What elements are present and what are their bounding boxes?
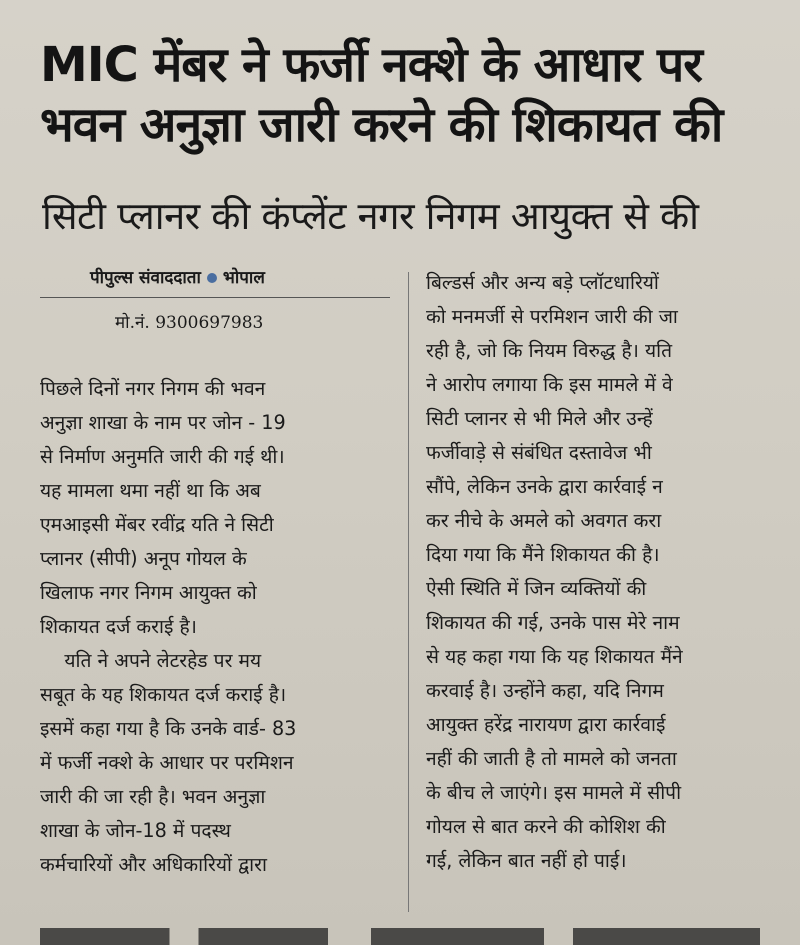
article-line: आयुक्त हरेंद्र नारायण द्वारा कार्रवाई [426,713,666,736]
headline-line-2: भवन अनुज्ञा जारी करने की शिकायत की [40,97,723,153]
article-line: जारी की जा रही है। भवन अनुज्ञा [40,785,266,808]
article-line: पिछले दिनों नगर निगम की भवन [40,377,266,400]
article-line: कर नीचे के अमले को अवगत करा [426,509,662,532]
article-line: खिलाफ नगर निगम आयुक्त को [40,581,257,604]
article-line: से निर्माण अनुमति जारी की गई थी। [40,445,285,468]
headline [40,35,790,155]
article-line: नहीं की जाती है तो मामले को जनता [426,747,677,770]
article-line: प्लानर (सीपी) अनूप गोयल के [40,547,247,570]
article-line: गोयल से बात करने की कोशिश की [426,815,666,838]
article-line: इसमें कहा गया है कि उनके वार्ड- 83 [40,717,297,740]
article-line: सिटी प्लानर से भी मिले और उन्हें [426,407,653,430]
article-line: शिकायत की गई, उनके पास मेरे नाम [426,611,680,634]
article-line: यह मामला थमा नहीं था कि अब [40,479,261,502]
article-line: से यह कहा गया कि यह शिकायत मैंने [426,645,683,668]
article-line: ने आरोप लगाया कि इस मामले में वे [426,373,673,396]
reporter-name: पीपुल्स संवाददाता [90,268,201,288]
article-line: गई, लेकिन बात नहीं हो पाई। [426,849,627,872]
next-article-headline-cutoff [40,928,760,945]
article-line: बिल्डर्स और अन्य बड़े प्लॉटधारियों [426,271,659,294]
article-line: अनुज्ञा शाखा के नाम पर जोन - 19 [40,411,286,434]
byline-divider [40,297,390,298]
article-line: फर्जीवाड़े से संबंधित दस्तावेज भी [426,441,652,464]
article-line: के बीच ले जाएंगे। इस मामले में सीपी [426,781,682,804]
article-line: शिकायत दर्ज कराई है। [40,615,197,638]
byline [90,265,265,288]
article-column-right [426,266,788,878]
article-line: सौंपे, लेकिन उनके द्वारा कार्रवाई न [426,475,663,498]
article-line: शाखा के जोन-18 में पदस्थ [40,819,231,842]
article-column-left [40,372,390,882]
article-line: एमआइसी मेंबर रवींद्र यति ने सिटी [40,513,274,536]
article-line: में फर्जी नक्शे के आधार पर परमिशन [40,751,294,774]
article-line: यति ने अपने लेटरहेड पर मय [40,649,262,672]
article-line: दिया गया कि मैंने शिकायत की है। [426,543,660,566]
reporter-phone: मो.नं. 9300697983 [115,313,264,333]
article-line: कर्मचारियों और अधिकारियों द्वारा [40,853,267,876]
column-divider [408,272,409,912]
article-line: ऐसी स्थिति में जिन व्यक्तियों की [426,577,647,600]
article-line: रही है, जो कि नियम विरुद्ध है। यति [426,339,673,362]
article-line: करवाई है। उन्होंने कहा, यदि निगम [426,679,664,702]
bullet-dot-icon [207,273,217,283]
headline-line-1: MIC मेंबर ने फर्जी नक्शे के आधार पर [40,37,702,93]
article-line: सबूत के यह शिकायत दर्ज कराई है। [40,683,287,706]
dateline-city: भोपाल [222,268,265,288]
subheadline: सिटी प्लानर की कंप्लेंट नगर निगम आयुक्त से की [42,194,699,238]
article-line: को मनमर्जी से परमिशन जारी की जा [426,305,678,328]
